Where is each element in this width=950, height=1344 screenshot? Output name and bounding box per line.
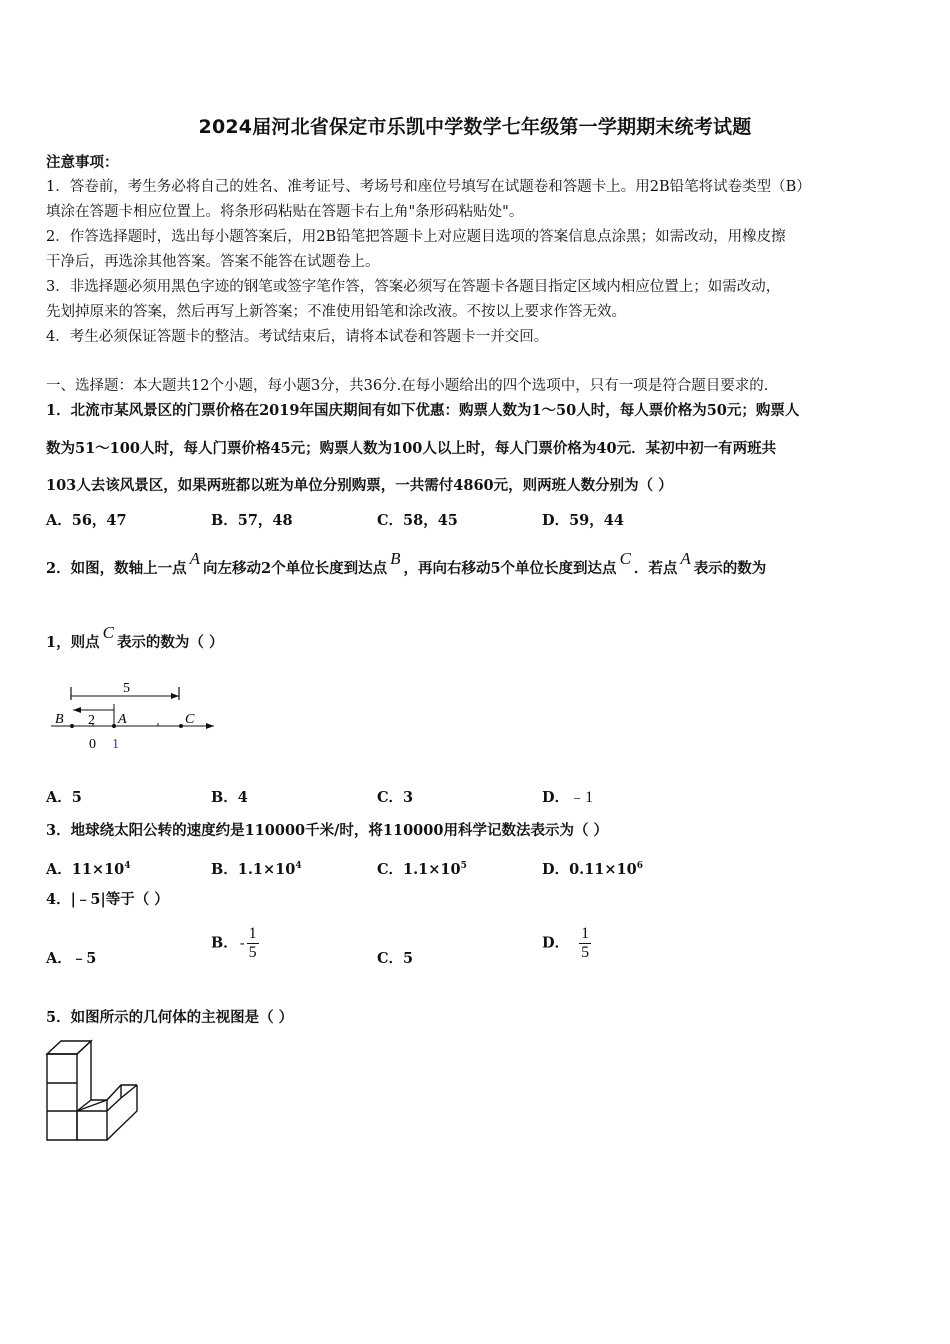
notice-line: 先划掉原来的答案，然后再写上新答案；不准使用铅笔和涂改液。不按以上要求作答无效。: [46, 304, 626, 320]
tick-one-label: 1: [112, 737, 119, 752]
page-title: 2024届河北省保定市乐凯中学数学七年级第一学期期末统考试题: [198, 116, 752, 138]
minus-sign: -: [239, 935, 245, 952]
option-label: B．: [211, 934, 238, 952]
q1-stem-line: 103人去该风景区，如果两班都以班为单位分别购票，一共需付4860元，则两班人数分别为（ ）: [46, 477, 673, 494]
distance-two-label: 2: [88, 713, 95, 728]
q2-stem-line: [46, 623, 224, 653]
q4-option-c[interactable]: C．5: [377, 950, 414, 967]
q2-text: 表示的数为: [693, 560, 767, 577]
option-value: ﹣1: [569, 789, 594, 806]
q2-stem-line: [46, 549, 767, 579]
fraction: [579, 925, 591, 962]
q4-stem: 4．|﹣5|等于（ ）: [46, 891, 169, 908]
q1-option-c[interactable]: C．58，45: [377, 512, 458, 529]
figure-a-label: A: [118, 712, 127, 727]
notice-heading: 注意事项：: [46, 154, 119, 171]
q1-option-b[interactable]: B．57，48: [211, 512, 293, 529]
figure-b-label: B: [55, 712, 64, 727]
q2-text: 2．如图，数轴上一点: [46, 560, 187, 577]
fraction-denominator: 5: [581, 944, 590, 961]
q1-stem-line: 数为51～100人时，每人门票价格45元；购票人数为100人以上时，每人门票价格为40元．某初中初一有两班共: [46, 440, 777, 457]
q2-text: ，再向右移动5个单位长度到达点: [403, 560, 617, 577]
q4-option-b[interactable]: [211, 925, 259, 962]
q3-option-d[interactable]: [542, 856, 643, 880]
q2-text: 表示的数为（ ）: [116, 634, 224, 651]
option-exponent: 4: [124, 861, 131, 871]
notice-line: 2．作答选择题时，选出每小题答案后，用2B铅笔把答题卡上对应题目选项的答案信息点涂黑；如需改动，用橡皮擦: [46, 229, 786, 245]
q2-option-a[interactable]: A．5: [46, 789, 82, 806]
point-a-label: A: [680, 549, 691, 568]
tick-zero-label: 0: [89, 737, 96, 752]
option-exponent: 5: [460, 861, 467, 871]
fraction-numerator: 1: [581, 925, 590, 942]
q1-stem-line: 1．北流市某风景区的门票价格在2019年国庆期间有如下优惠：购票人数为1～50人时，每人票价格为50元；购票人: [46, 402, 800, 419]
geometry-solid-figure: [44, 1038, 144, 1144]
fraction-denominator: 5: [248, 944, 257, 961]
number-line-figure: [46, 678, 221, 753]
q4-option-a[interactable]: A．﹣5: [46, 950, 97, 967]
distance-five-label: 5: [123, 681, 130, 696]
q1-option-a[interactable]: A．56，47: [46, 512, 127, 529]
fraction: [247, 925, 259, 962]
q3-stem: 3．地球绕太阳公转的速度约是110000千米/时，将110000用科学记数法表示为（ ）: [46, 822, 608, 839]
point-b-label: B: [390, 549, 401, 568]
option-label: D．: [542, 789, 570, 806]
notice-line: 1．答卷前，考生务必将自己的姓名、准考证号、考场号和座位号填写在试题卷和答题卡上。用2B铅笔将试卷类型（B）: [46, 179, 811, 195]
point-a-label: A: [189, 549, 200, 568]
figure-c-label: C: [185, 712, 195, 727]
option-label: C．1.1×10: [377, 860, 461, 878]
section-heading: 一、选择题：本大题共12个小题，每小题3分，共36分.在每小题给出的四个选项中，只有一项是符合题目要求的.: [46, 378, 769, 394]
q3-option-b[interactable]: [211, 856, 302, 880]
q2-text: 1，则点: [46, 634, 100, 651]
option-label: B．1.1×10: [211, 860, 296, 878]
notice-line: 干净后，再选涂其他答案。答案不能答在试题卷上。: [46, 254, 380, 270]
notice-line: 4．考生必须保证答题卡的整洁。考试结束后，请将本试卷和答题卡一并交回。: [46, 329, 549, 345]
q5-stem: 5．如图所示的几何体的主视图是（ ）: [46, 1009, 294, 1026]
q1-option-d[interactable]: D．59，44: [542, 512, 624, 529]
point-c-label: C: [619, 549, 631, 568]
fraction-numerator: 1: [248, 925, 257, 942]
option-exponent: 6: [636, 861, 643, 871]
option-exponent: 4: [295, 861, 302, 871]
option-label: A．11×10: [46, 860, 125, 878]
q3-option-c[interactable]: [377, 856, 467, 880]
q2-text: 向左移动2个单位长度到达点: [202, 560, 388, 577]
q3-option-a[interactable]: [46, 856, 131, 880]
point-c-label: C: [102, 623, 114, 642]
q4-option-d[interactable]: [542, 925, 591, 962]
notice-line: 3．非选择题必须用黑色字迹的钢笔或签字笔作答，答案必须写在答题卡各题目指定区域内相应位置上；如需改动，: [46, 279, 781, 295]
q2-option-b[interactable]: B．4: [211, 789, 248, 806]
q2-option-c[interactable]: C．3: [377, 789, 414, 806]
q2-option-d[interactable]: [542, 788, 593, 808]
q2-text: ．若点: [633, 560, 678, 577]
option-label: D．: [542, 934, 570, 952]
notice-line: 填涂在答题卡相应位置上。将条形码粘贴在答题卡右上角"条形码粘贴处"。: [46, 204, 524, 220]
option-label: D．0.11×10: [542, 860, 637, 878]
